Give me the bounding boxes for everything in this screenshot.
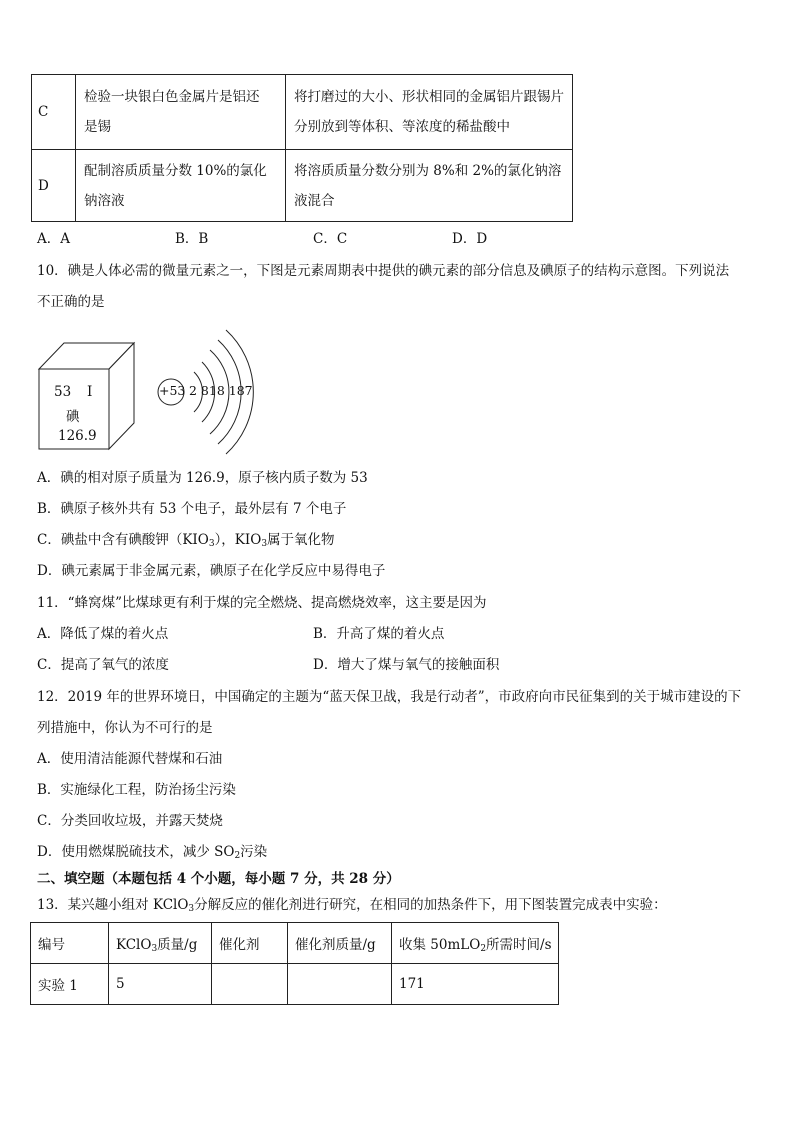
q12-option-b: B．实施绿化工程，防治扬尘污染 (37, 782, 236, 798)
text-segment: ），KIO (214, 532, 262, 548)
text-segment: 污染 (240, 844, 268, 860)
subscript: 3 (151, 944, 158, 954)
subscript: 3 (261, 539, 268, 549)
q9-option-a: A．A (37, 231, 70, 247)
text-segment: D．使用燃煤脱硫技术，减少 SO (37, 844, 235, 860)
q9-option-c: C．C (313, 231, 348, 247)
q11-option-a: A．降低了煤的着火点 (37, 626, 169, 642)
row-label: D (32, 150, 76, 222)
q9-option-b: B．B (175, 231, 209, 247)
q10-option-b: B．碘原子核外共有 53 个电子，最外层有 7 个电子 (37, 501, 347, 517)
goal-line: 是锡 (84, 119, 111, 135)
q9-option-d: D．D (452, 231, 488, 247)
text-segment: 13．某兴趣小组对 KClO (37, 897, 189, 913)
nucleus-charge: +53 (159, 383, 186, 398)
table-cell: 5 (109, 964, 212, 1005)
table-header-row (31, 923, 559, 964)
q11-option-c: C．提高了氧气的浓度 (37, 657, 169, 673)
method-line: 液混合 (294, 192, 335, 209)
q10-stem-cont: 不正确的是 (37, 294, 105, 310)
text-segment: 分解反应的催化剂进行研究，在相同的加热条件下，用下图装置完成表中实验： (194, 897, 667, 913)
text-segment: 属于氧化物 (267, 532, 335, 548)
element-symbol: I (87, 384, 93, 400)
q12-stem: 12．2019 年的世界环境日，中国确定的主题为“蓝天保卫战，我是行动者”，市政府向市民征集到的关于城市建设的下 (37, 689, 742, 705)
comparison-table (31, 74, 573, 222)
header-cell: 催化剂 (212, 923, 288, 964)
text-segment: C．碘盐中含有碘酸钾（KIO (37, 532, 209, 548)
text-segment: 收集 50mLO (399, 937, 481, 953)
experiment-goal (76, 150, 286, 222)
section-heading: 二、填空题（本题包括 4 个小题，每小题 7 分，共 28 分） (37, 871, 400, 887)
table-cell: 171 (392, 964, 559, 1005)
q10-option-d: D．碘元素属于非金属元素，碘原子在化学反应中易得电子 (37, 563, 386, 579)
table-cell: 实验 1 (31, 964, 109, 1005)
subscript: 3 (188, 904, 195, 914)
subscript: 2 (234, 851, 241, 861)
q10-option-c (37, 530, 335, 550)
q13-stem (37, 895, 667, 915)
subscript: 3 (208, 539, 215, 549)
q12-stem-cont: 列措施中，你认为不可行的是 (37, 720, 213, 736)
element-name: 碘 (66, 409, 80, 425)
text-segment: KClO (116, 937, 152, 953)
goal-line: 配制溶质质量分数 10%的氯化 (84, 162, 267, 179)
q10-option-a: A．碘的相对原子质量为 126.9，原子核内质子数为 53 (37, 470, 368, 486)
goal-line: 检验一块银白色金属片是铝还 (84, 89, 260, 105)
header-cell: 催化剂质量/g (288, 923, 392, 964)
goal-line: 钠溶液 (84, 192, 125, 209)
element-atomic-number: 53 (54, 384, 72, 400)
experiment-method (286, 75, 573, 150)
text-segment: 所需时间/s (486, 937, 552, 953)
method-line: 分别放到等体积、等浓度的稀盐酸中 (294, 119, 510, 135)
text-segment: 质量/g (157, 937, 198, 953)
electron-shell-counts: 2 818 187 (189, 383, 253, 398)
table-cell (212, 964, 288, 1005)
table-row (32, 150, 573, 222)
table-row (32, 75, 573, 150)
q11-option-b: B．升高了煤的着火点 (313, 626, 445, 642)
q10-stem: 10．碘是人体必需的微量元素之一，下图是元素周期表中提供的碘元素的部分信息及碘原子的结构示意图。下列说法 (37, 263, 730, 279)
header-cell (392, 923, 559, 964)
experiment-goal (76, 75, 286, 150)
subscript: 2 (480, 944, 487, 954)
table-row (31, 964, 559, 1005)
method-line: 将打磨过的大小、形状相同的金属铝片跟锡片 (294, 89, 564, 105)
header-cell (109, 923, 212, 964)
header-cell: 编号 (31, 923, 109, 964)
row-label: C (32, 75, 76, 150)
q12-option-c: C．分类回收垃圾，并露天焚烧 (37, 813, 223, 829)
element-mass: 126.9 (58, 428, 97, 444)
experiment-method (286, 150, 573, 222)
experiment-table (30, 922, 559, 1005)
q11-option-d: D．增大了煤与氧气的接触面积 (313, 657, 500, 673)
q11-stem: 11．“蜂窝煤”比煤球更有利于煤的完全燃烧、提高燃烧效率，这主要是因为 (37, 595, 487, 611)
table-cell (288, 964, 392, 1005)
q12-option-d (37, 842, 267, 862)
q12-option-a: A．使用清洁能源代替煤和石油 (37, 751, 223, 767)
method-line: 将溶质质量分数分别为 8%和 2%的氯化钠溶 (294, 162, 562, 179)
